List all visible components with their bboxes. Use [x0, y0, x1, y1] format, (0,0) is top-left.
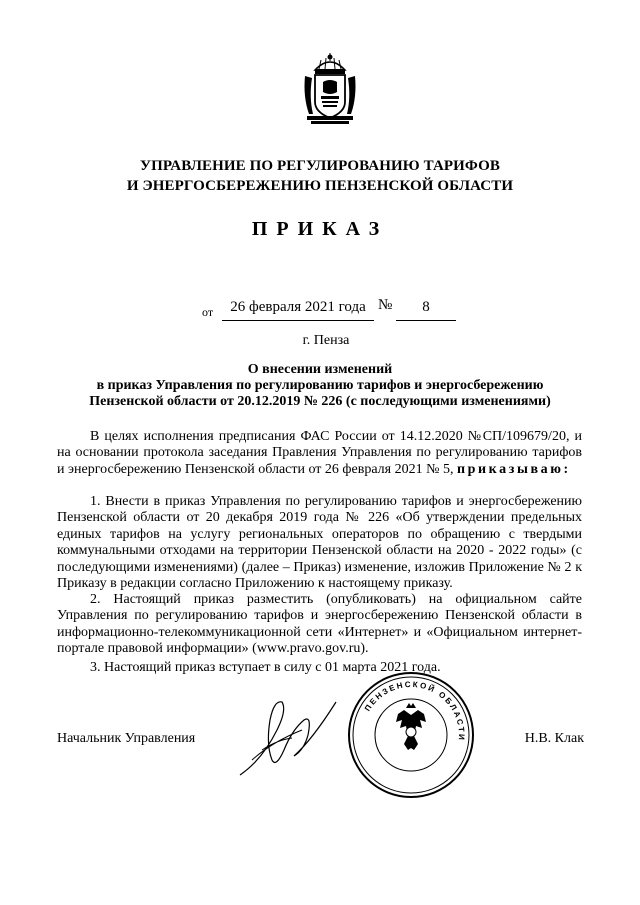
- seal-text: ПЕНЗЕНСКОЙ ОБЛАСТИ: [362, 679, 467, 742]
- org-line-1: УПРАВЛЕНИЕ ПО РЕГУЛИРОВАНИЮ ТАРИФОВ: [140, 158, 500, 174]
- official-seal-icon: [346, 670, 476, 800]
- subject-line-1: О внесении изменений: [247, 362, 393, 377]
- signer-name: Н.В. Клак: [524, 731, 584, 746]
- document-title: ПРИКАЗ: [251, 218, 389, 240]
- order-city: г. Пенза: [302, 333, 350, 348]
- date-prefix: от: [202, 305, 214, 319]
- subject-line-3: Пензенской области от 20.12.2019 № 226 (с последующими изменениями): [89, 394, 551, 409]
- intro-paragraph: [57, 429, 582, 478]
- item-1-paragraph: 1. Внести в приказ Управления по регулированию тарифов и энергосбережению Пензенской области от 20 декабря 2019 года № 226 «Об утверждении предельных единых тарифов на услугу региональных операторов по обращению с твердыми коммунальными отходами на территории Пензенской области на 2020 - 2022 годы» (с последующими изменениями) (далее – Приказ) изменение, изложив Приложение № 2 к Приказу в редакции согласно Приложению к настоящему приказу.: [57, 494, 582, 592]
- order-word: приказываю:: [456, 461, 571, 477]
- signer-position: Начальник Управления: [57, 731, 196, 746]
- order-date-line: [0, 295, 640, 325]
- coat-of-arms-icon: [301, 52, 359, 126]
- order-subject: [60, 362, 580, 410]
- subject-line-2: в приказ Управления по регулированию тарифов и энергосбережению: [96, 378, 544, 393]
- order-number: 8: [396, 299, 456, 321]
- item-3-paragraph: 3. Настоящий приказ вступает в силу с 01 марта 2021 года.: [90, 660, 441, 675]
- number-sign: №: [378, 297, 393, 313]
- organization-name: [0, 156, 640, 196]
- item-2-paragraph: 2. Настоящий приказ разместить (опубликовать) на официальном сайте Управления по регулированию тарифов и энергосбережению Пензенской области в информационно-телекоммуникационной сети «Интернет» и «Официальном интернет-портале правовой информации» (www.pravo.gov.ru).: [57, 592, 582, 657]
- order-date: 26 февраля 2021 года: [222, 299, 374, 321]
- handwritten-signature-icon: [232, 690, 342, 785]
- org-line-2: И ЭНЕРГОСБЕРЕЖЕНИЮ ПЕНЗЕНСКОЙ ОБЛАСТИ: [126, 178, 514, 194]
- intro-text: В целях исполнения предписания ФАС России от 14.12.2020 №СП/109679/20, и на основании протокола заседания Правления Управления по регулированию тарифов и энергосбережению Пензенской области от 26 февраля 2021 № 5,: [57, 429, 582, 477]
